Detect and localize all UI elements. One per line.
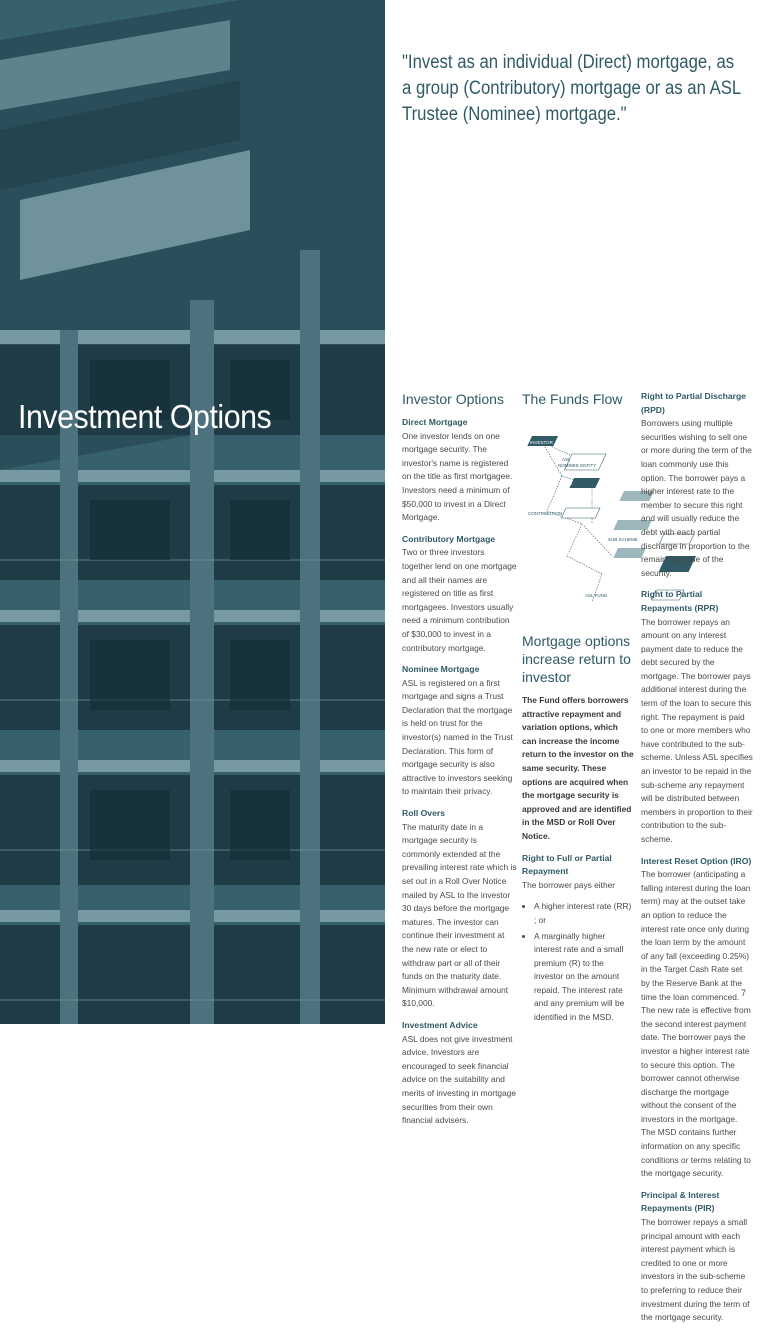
funds-flow-heading: The Funds Flow [522, 391, 623, 407]
contributory-mortgage-text: Two or three investors together lend on one mortgage and all their names are registered on title as first mortgagees. Investors usually need a minimum contribution of $30,000 to invest in a contributory mortgage. [402, 547, 517, 653]
flow-direct: DIRECT [591, 494, 608, 499]
building-illustration [0, 0, 385, 1024]
investment-advice-title: Investment Advice [402, 1019, 478, 1030]
funds-flow-diagram [522, 416, 638, 624]
flow-sub-scheme: SUB SCHEME [608, 537, 638, 542]
iro-title: Interest Reset Option (IRO) [641, 855, 752, 866]
flow-asl-fund-2: ASL FUND [585, 593, 608, 598]
svg-text:NOMINEE ENTITY: NOMINEE ENTITY [558, 463, 597, 468]
flow-asl-fund: ASL FUND [550, 481, 573, 486]
roll-overs-text: The maturity date in a mortgage security is commonly extended at the prevailing interest rate which is set out in a Roll Over Notice mailed by ASL to the investor 30 days before the mortgage matures. The investor can continue their investment at the new rate or elect to withdraw part or all of their funds on the maturity date. Minimum withdrawal amount $10,000. [402, 821, 517, 1009]
pull-quote: "Invest as an individual (Direct) mortgage, as a group (Contributory) mortgage or as an ASL Trustee (Nominee) mortgage." [402, 52, 741, 125]
svg-text:SECURITY: SECURITY [602, 565, 625, 570]
rpr-text: The borrower repays an amount on any interest payment date to reduce the debt secured by the mortgage. The borrower pays additional interest during the term of the loan to secure this right. The repayment is paid to one or more members who have contributed to the sub-scheme. Unless ASL specifies an investor to be repaid in the sub-scheme any repayment will be distributed between members in proportion to their contribution to the sub-scheme. [641, 616, 753, 844]
flow-investor: INVESTOR [530, 440, 553, 445]
mortgage-options-lead: The Fund offers borrowers attractive repayment and variation options, which can increase the income return to the investor on the same security. These options are acquired when the mortgage security is approved and are identified in the MSD or Roll Over Notice. [522, 695, 634, 841]
funds-flow-column [522, 390, 638, 1031]
flow-contribution: CONTRIBUTION [528, 511, 563, 516]
building-photo [0, 0, 385, 1024]
direct-mortgage-title: Direct Mortgage [402, 417, 468, 427]
nominee-mortgage-text: ASL is registered on a first mortgage and signs a Trust Declaration that the mortgage is held on trust for the investor(s) named in the Trust Declaration. This form of mortgage security is also attractive to investors seeking to maintain their privacy. [402, 677, 513, 797]
roll-overs-title: Roll Overs [402, 808, 445, 819]
rfpr-bullets [522, 900, 634, 1024]
list-item: • A marginally higher interest rate and a small premium (R) to the investor on the amount repaid. The interest rate and any premium will be identified in the MSD. [534, 930, 634, 1025]
mortgage-options-heading: Mortgage options increase return to investor [522, 633, 631, 685]
flow-contributory: CONTRIBUTORY [572, 523, 608, 528]
page-number: 7 [741, 988, 747, 998]
contributory-mortgage-title: Contributory Mortgage [402, 533, 496, 544]
flow-mortgage: MORTGAGE [600, 559, 627, 564]
list-item: • A higher interest rate (RR) ; or [534, 900, 634, 927]
rpd-text: Borrowers using multiple securities wishing to sell one or more during the term of the loan commonly use this option. The borrower pays a higher interest rate to the member to secure this right and will usually reduce the debt with each partial discharge in proportion to the remaining value of the security. [641, 418, 752, 578]
flow-nominee: NOMINEE [562, 551, 584, 556]
investor-options-column [402, 390, 517, 1136]
direct-mortgage-text: One investor lends on one mortgage security. The investor's name is registered on the title as first mortgagee. Investors need a minimum of $50,000 to invest in a Direct Mortgage. [402, 430, 513, 523]
investor-options-heading: Investor Options [402, 391, 504, 407]
pir-text: The borrower repays a small principal amount with each interest payment which is credited to one or more investors in the sub-scheme to preferring to reduce their investment during the term of the mortgage security. [641, 1217, 750, 1323]
investment-advice-text: ASL does not give investment advice. Investors are encouraged to seek financial advice on the suitability and merits of investing in mortgage securities from their own financial advisers. [402, 1033, 517, 1126]
nominee-mortgage-title: Nominee Mortgage [402, 664, 480, 675]
repayment-options-column [641, 390, 753, 1333]
flow-asl-nominee: ASL [562, 457, 571, 462]
pir-title: Principal & Interest Repayments (PIR) [641, 1189, 720, 1214]
rpr-title: Right to Partial Repayments (RPR) [641, 589, 719, 613]
page-title: Investment Options [18, 398, 272, 435]
rfpr-title: Right to Full or Partial Repayment [522, 852, 612, 877]
rpd-title: Right to Partial Discharge (RPD) [641, 391, 747, 415]
iro-text: The borrower (anticipating a falling interest during the loan term) may at the outset take an option to reduce the interest rate once only during the loan term by the amount of any fall (exceeding 0.25%) in the Target Cash Rate set by the Reserve Bank at the time the loan commenced. The new rate is effective from the second interest payment date. The borrower pays the investor a higher interest rate to secure this option. The borrower cannot otherwise discharge the mortgage without the consent of the investors in the mortgage. The MSD contains further information on any specific conditions or terms relating to the mortgage security. [641, 869, 751, 1179]
rfpr-intro: The borrower pays either [522, 879, 616, 890]
